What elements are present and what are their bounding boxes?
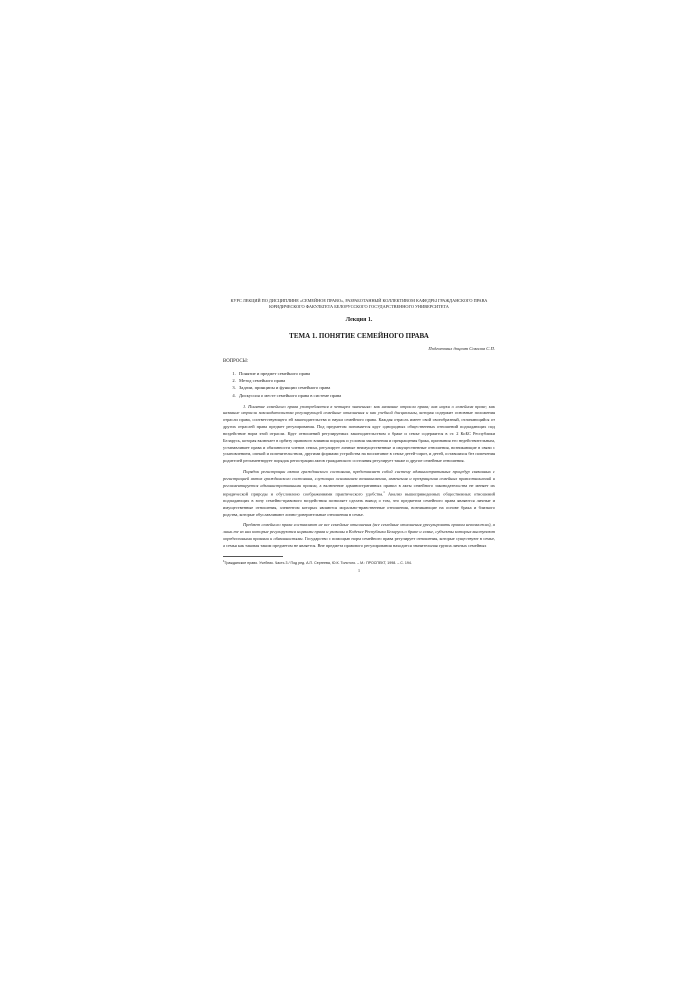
paragraph-text: Государство с помощью норм семейного права регулирует отношения, которые существуют в семье, а семья как таковая таким предметом не является. Вне предмета правового регулирования находится значительная группа личных семейных	[223, 535, 495, 548]
prepared-by: Подготовил доцент Соколов С.П.	[428, 346, 495, 352]
footnote-ref[interactable]: 1	[383, 489, 385, 494]
footnote-text: Гражданское право. Учебник. Часть 3 / Под ред. А.П. Сергеева, Ю.К. Толстого. – М.: ПРОСПЕКТ, 1998. – С. 194.	[224, 560, 412, 565]
paragraph-italic: 1. Понятие семейного права употребляется в четырех значениях: как название отрасли права; как науки о семейном праве; как название отрасли законодательства регулирующей семейные отношения и как учебной дисциплины,	[223, 403, 495, 416]
footnote-mark: 1	[223, 558, 225, 563]
footnote-divider	[223, 556, 283, 557]
page-number: 1	[358, 568, 360, 574]
questions-list	[223, 370, 495, 398]
footnote	[223, 559, 495, 567]
questions-label: ВОПРОСЫ:	[223, 358, 249, 364]
paragraph	[223, 522, 495, 549]
paragraph-italic: Предмет семейного права составляют не все семейные отношения (все семейные отношения урегулировать правом невозможно), а лишь те из них которые регулируются нормами права и указаны в Кодексе Республики Беларусь о браке и семье, субъекты которых выступают определенными правами и обязанностями.	[223, 522, 495, 541]
paragraph	[223, 404, 495, 465]
paragraph-text: Анализ вышеприведенных общественных отношений подпадающих в зону семейно-правового воздействия позволяет сделать вывод о том, что предметом семейного права являются личные и имущественные отношения, элементом которых являются морально-нравственные отношения, возникающие на основе брака и близкого родства, которые обуславливают лично-доверительные отношения в семье.	[223, 491, 495, 517]
lecture-title: Лекция 1.	[345, 316, 373, 323]
question-item: 3. Задачи, принципы и функции семейного права	[237, 384, 495, 391]
course-header: КУРС ЛЕКЦИЙ ПО ДИСЦИПЛИНЕ «СЕМЕЙНОЕ ПРАВО», РАЗРАБОТАННЫЙ КОЛЛЕКТИВОМ КАФЕДРЫ ГРАЖДАНСКОГО ПРАВА ЮРИДИЧЕСКОГО ФАКУЛЬТЕТА БЕЛОРУССКОГО ГОСУДАРСТВЕННОГО УНИВЕРСИТЕТА	[230, 298, 488, 309]
paragraph-text: а включение административных правил в акты семейного законодательства не меняет их юридической природы и обусловлено соображениями практического удобства.	[223, 482, 495, 497]
question-item: 1. Понятие и предмет семейного права	[237, 370, 495, 377]
paragraph	[223, 469, 495, 518]
document-page	[223, 298, 495, 574]
question-item: 4. Дискуссия о месте семейного права в системе права	[237, 392, 495, 399]
paragraph-text: которая содержит основные положения отрасли права, соответствующего ей законодательства и науки семейного права. Каждая отрасль имеет свой своеобразный, отличающийся от других отраслей права предмет регулирования. Под предметом понимается круг однородных общественных отношений подпадающих под воздействие норм этой отрасли. Круг отношений регулируемых законодательством о браке и семье содержится в ст. 2 КоБС Республики Беларусь, которая включает в орбиту правового влияния порядок и условия заключения и прекращения брака, признания его недействительным, устанавливает права и обязанности членов семьи, регулирует личные неимущественные и имущественные отношения, возникающие в связи с усыновлением, опекой и попечительством, другими формами устройства на воспитание в семье детей-сирот, и детей, оставшихся без попечения родителей регламентирует порядок регистрации актов гражданского состояния регулирует также и другие семейные отношения.	[223, 410, 495, 464]
question-item: 2. Метод семейного права	[237, 377, 495, 384]
paragraph-italic: Порядок регистрации актов гражданского состояния, представляет собой систему административных процедур связанных с регистрацией актов гражданского состояния, служащих основанием возникновения, изменения и прекращения семейных правоотношений и регламентируется административными правом,	[223, 469, 495, 488]
topic-title: ТЕМА 1. ПОНЯТИЕ СЕМЕЙНОГО ПРАВА	[289, 331, 429, 340]
